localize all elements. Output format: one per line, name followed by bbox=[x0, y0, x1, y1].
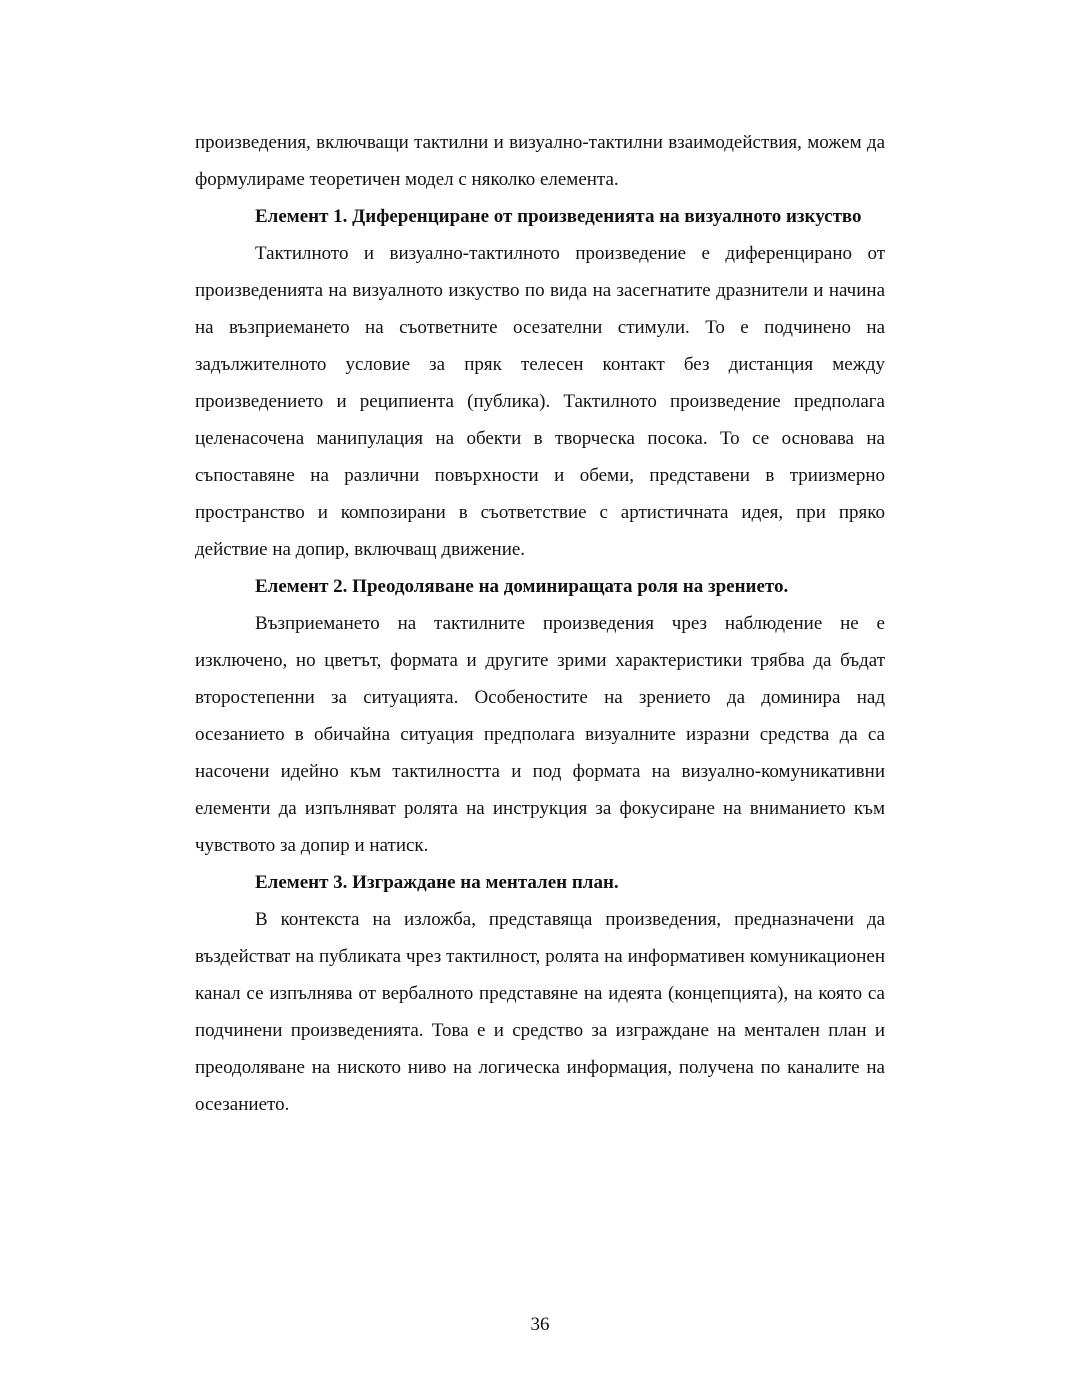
heading-element-3: Елемент 3. Изграждане на ментален план. bbox=[255, 872, 619, 893]
paragraph-element-2: Възприемането на тактилните произведения чрез наблюдение не е изключено, но цветът, формата и другите зрими характеристики трябва да бъдат второстепенни за ситуацията. Особеностите на зрението да доминира над осезанието в обичайна ситуация предполага визуалните изразни средства да са насочени идейно към тактилността и под формата на визуално-комуникативни елементи да изпълняват ролята на инструкция за фокусиране на вниманието към чувството за допир и натиск. bbox=[195, 613, 885, 856]
paragraph-element-3: В контекста на изложба, представяща произведения, предназначени да въздействат на публиката чрез тактилност, ролята на информативен комуникационен канал се изпълнява от вербалното представяне на идеята (концепцията), на която са подчинени произведенията. Това е и средство за изграждане на ментален план и преодоляване на ниското ниво на логическа информация, получена по каналите на осезанието. bbox=[195, 909, 885, 1115]
page-number: 36 bbox=[530, 1314, 550, 1335]
heading-element-2: Елемент 2. Преодоляване на доминиращата роля на зрението. bbox=[255, 576, 789, 597]
heading-element-1: Елемент 1. Диференциране от произведенията на визуалното изкуство bbox=[255, 206, 862, 227]
paragraph-intro: произведения, включващи тактилни и визуално-тактилни взаимодействия, можем да формулираме теоретичен модел с няколко елемента. bbox=[195, 132, 885, 190]
document-body bbox=[195, 124, 885, 1123]
paragraph-element-1: Тактилното и визуално-тактилното произведение е диференцирано от произведенията на визуалното изкуство по вида на засегнатите дразнители и начина на възприемането на съответните осезателни стимули. То е подчинено на задължителното условие за пряк телесен контакт без дистанция между произведението и реципиента (публика). Тактилното произведение предполага целенасочена манипулация на обекти в творческа посока. То се основава на съпоставяне на различни повърхности и обеми, представени в триизмерно пространство и композирани в съответствие с артистичната идея, при пряко действие на допир, включващ движение. bbox=[195, 243, 885, 560]
